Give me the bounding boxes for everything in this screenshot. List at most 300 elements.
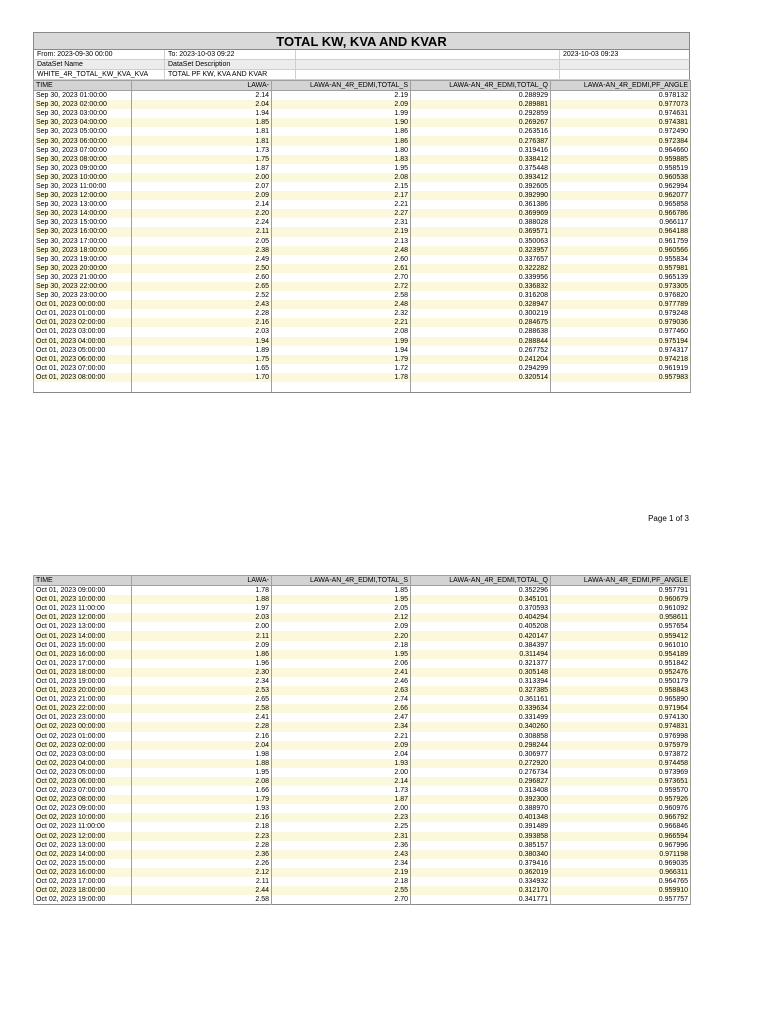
cell-pf-angle: 0.974831 [551,722,691,731]
cell-kw: 2.23 [132,832,272,841]
cell-pf-angle: 0.977073 [551,100,691,109]
cell-time: Oct 02, 2023 00:00:00 [34,722,132,731]
cell-time: Oct 01, 2023 06:00:00 [34,355,132,364]
page-number: Page 1 of 3 [648,514,689,523]
cell-total-q: 0.311494 [411,650,551,659]
cell-time: Oct 01, 2023 07:00:00 [34,364,132,373]
cell-total-s: 2.21 [272,318,411,327]
data-table-page-1 [33,80,691,393]
cell-total-s: 1.80 [272,146,411,155]
data-table-page-2 [33,575,691,905]
cell-time: Sep 30, 2023 23:00:00 [34,291,132,300]
cell-total-s: 2.20 [272,631,411,640]
cell-pf-angle: 0.971964 [551,704,691,713]
cell-kw: 2.20 [132,209,272,218]
cell-total-s: 1.86 [272,127,411,136]
date-range-row [33,50,690,60]
cell-kw: 2.41 [132,713,272,722]
cell-total-q: 0.308858 [411,732,551,741]
table-row [34,595,691,604]
cell-kw: 2.05 [132,237,272,246]
cell-pf-angle: 0.957791 [551,586,691,596]
cell-pf-angle: 0.978132 [551,91,691,101]
cell-pf-angle: 0.967996 [551,841,691,850]
cell-time: Oct 01, 2023 01:00:00 [34,309,132,318]
table-row [34,273,691,282]
cell-kw: 2.16 [132,813,272,822]
cell-time: Oct 01, 2023 04:00:00 [34,337,132,346]
cell-time: Sep 30, 2023 11:00:00 [34,182,132,191]
cell-total-q: 0.361161 [411,695,551,704]
cell-kw: 2.28 [132,722,272,731]
cell-time: Oct 02, 2023 18:00:00 [34,886,132,895]
cell-total-s: 2.36 [272,841,411,850]
cell-pf-angle: 0.972384 [551,136,691,145]
empty-cell [560,70,691,79]
table-row [34,732,691,741]
table-row [34,822,691,831]
column-header-kw: LAWA- [132,576,272,586]
cell-kw: 1.65 [132,364,272,373]
table-row [34,713,691,722]
table-row [34,91,691,101]
cell-total-q: 0.269267 [411,118,551,127]
cell-total-q: 0.362019 [411,868,551,877]
cell-time: Oct 01, 2023 05:00:00 [34,346,132,355]
cell-total-s: 2.31 [272,218,411,227]
dataset-name: WHITE_4R_TOTAL_KW_KVA_KVA [34,70,165,79]
cell-kw: 2.08 [132,777,272,786]
cell-pf-angle: 0.962994 [551,182,691,191]
cell-total-q: 0.391489 [411,822,551,831]
cell-time: Oct 02, 2023 01:00:00 [34,732,132,741]
cell-time: Sep 30, 2023 03:00:00 [34,109,132,118]
cell-pf-angle: 0.957654 [551,622,691,631]
cell-total-s: 2.08 [272,173,411,182]
cell-time: Oct 01, 2023 16:00:00 [34,650,132,659]
from-date: From: 2023-09-30 00:00 [34,50,165,59]
cell-pf-angle: 0.959910 [551,886,691,895]
cell-total-s: 2.34 [272,722,411,731]
cell-pf-angle: 0.979036 [551,318,691,327]
cell-time: Oct 02, 2023 02:00:00 [34,741,132,750]
cell-time: Oct 01, 2023 12:00:00 [34,613,132,622]
cell-pf-angle: 0.957981 [551,264,691,273]
cell-pf-angle: 0.974458 [551,759,691,768]
cell-time: Sep 30, 2023 15:00:00 [34,218,132,227]
cell-kw: 2.38 [132,246,272,255]
cell-pf-angle: 0.966311 [551,868,691,877]
cell-total-q: 0.352296 [411,586,551,596]
cell-pf-angle: 0.964660 [551,146,691,155]
cell-total-q: 0.319416 [411,146,551,155]
table-row [34,804,691,813]
cell-total-s: 1.72 [272,364,411,373]
table-row [34,227,691,236]
cell-total-s: 2.18 [272,877,411,886]
cell-total-q: 0.392605 [411,182,551,191]
cell-total-s: 2.48 [272,246,411,255]
cell-total-q: 0.300219 [411,309,551,318]
cell-total-s: 1.79 [272,355,411,364]
table-row [34,813,691,822]
cell-time: Sep 30, 2023 04:00:00 [34,118,132,127]
cell-kw: 1.70 [132,373,272,382]
cell-time: Oct 02, 2023 03:00:00 [34,750,132,759]
cell-time: Oct 01, 2023 09:00:00 [34,586,132,596]
cell-pf-angle: 0.960976 [551,804,691,813]
table-row [34,868,691,877]
table-row [34,659,691,668]
cell-total-q: 0.420147 [411,631,551,640]
cell-kw: 2.11 [132,631,272,640]
cell-time: Oct 01, 2023 15:00:00 [34,641,132,650]
cell-total-s: 1.95 [272,595,411,604]
cell-pf-angle: 0.962077 [551,191,691,200]
cell-pf-angle: 0.961092 [551,604,691,613]
table-row [34,109,691,118]
empty-cell [296,50,560,59]
table-row [34,750,691,759]
cell-total-s: 2.46 [272,677,411,686]
cell-time: Sep 30, 2023 12:00:00 [34,191,132,200]
to-date: To: 2023-10-03 09:22 [165,50,296,59]
cell-total-s: 2.18 [272,641,411,650]
column-header-total-s: LAWA-AN_4R_EDMI,TOTAL_S [272,81,411,91]
cell-time: Oct 02, 2023 19:00:00 [34,895,132,905]
cell-time: Oct 01, 2023 17:00:00 [34,659,132,668]
table-row [34,209,691,218]
cell-kw: 2.04 [132,741,272,750]
cell-time: Sep 30, 2023 02:00:00 [34,100,132,109]
table-row [34,282,691,291]
cell-total-q: 0.328947 [411,300,551,309]
cell-total-q: 0.267752 [411,346,551,355]
cell-pf-angle: 0.955834 [551,255,691,264]
cell-total-s: 2.19 [272,868,411,877]
cell-kw: 2.60 [132,273,272,282]
empty-cell [296,60,560,69]
cell-total-s: 2.32 [272,309,411,318]
table-row [34,364,691,373]
cell-kw: 2.49 [132,255,272,264]
column-header-pf-angle: LAWA-AN_4R_EDMI,PF_ANGLE [551,576,691,586]
cell-time: Oct 01, 2023 00:00:00 [34,300,132,309]
cell-time: Oct 02, 2023 08:00:00 [34,795,132,804]
cell-time: Sep 30, 2023 14:00:00 [34,209,132,218]
cell-kw: 1.79 [132,795,272,804]
cell-total-q: 0.337657 [411,255,551,264]
cell-pf-angle: 0.971198 [551,850,691,859]
cell-time: Sep 30, 2023 18:00:00 [34,246,132,255]
cell-pf-angle: 0.975979 [551,741,691,750]
cell-total-s: 1.94 [272,346,411,355]
cell-pf-angle: 0.952476 [551,668,691,677]
table-header-row [34,576,691,586]
table-row [34,182,691,191]
cell-pf-angle: 0.979248 [551,309,691,318]
cell-time: Oct 02, 2023 14:00:00 [34,850,132,859]
cell-pf-angle: 0.966594 [551,832,691,841]
cell-kw: 2.30 [132,668,272,677]
table-row [34,218,691,227]
table-row [34,346,691,355]
cell-time: Oct 01, 2023 18:00:00 [34,668,132,677]
cell-total-s: 2.74 [272,695,411,704]
cell-time: Oct 01, 2023 03:00:00 [34,327,132,336]
cell-total-q: 0.369969 [411,209,551,218]
cell-kw: 2.53 [132,686,272,695]
cell-total-q: 0.294299 [411,364,551,373]
cell-kw: 1.86 [132,650,272,659]
cell-pf-angle: 0.977789 [551,300,691,309]
cell-pf-angle: 0.959885 [551,155,691,164]
table-row [34,136,691,145]
cell-total-q: 0.339956 [411,273,551,282]
table-row [34,291,691,300]
cell-total-s: 1.90 [272,118,411,127]
cell-total-s: 2.19 [272,227,411,236]
cell-kw: 1.88 [132,595,272,604]
cell-total-q: 0.288638 [411,327,551,336]
cell-total-q: 0.370593 [411,604,551,613]
cell-pf-angle: 0.969035 [551,859,691,868]
cell-total-q: 0.322282 [411,264,551,273]
cell-total-s: 1.99 [272,337,411,346]
cell-time: Sep 30, 2023 21:00:00 [34,273,132,282]
cell-time: Oct 01, 2023 08:00:00 [34,373,132,382]
cell-total-s: 2.70 [272,895,411,905]
cell-total-q: 0.384397 [411,641,551,650]
cell-total-s: 2.05 [272,604,411,613]
cell-time: Sep 30, 2023 20:00:00 [34,264,132,273]
cell-total-q: 0.405208 [411,622,551,631]
cell-total-q: 0.338412 [411,155,551,164]
generated-date: 2023-10-03 09:23 [563,51,619,58]
table-row [34,337,691,346]
dataset-name-label: DataSet Name [34,60,165,69]
cell-total-s: 2.47 [272,713,411,722]
cell-kw: 1.73 [132,146,272,155]
cell-kw: 1.93 [132,804,272,813]
cell-total-s: 2.00 [272,768,411,777]
table-row [34,786,691,795]
cell-time: Oct 02, 2023 06:00:00 [34,777,132,786]
cell-time: Sep 30, 2023 22:00:00 [34,282,132,291]
cell-pf-angle: 0.974381 [551,118,691,127]
cell-pf-angle: 0.973305 [551,282,691,291]
cell-pf-angle: 0.974130 [551,713,691,722]
cell-kw: 1.78 [132,586,272,596]
cell-pf-angle: 0.977460 [551,327,691,336]
cell-pf-angle: 0.958519 [551,164,691,173]
cell-pf-angle: 0.959570 [551,786,691,795]
cell-total-s: 2.15 [272,182,411,191]
cell-time: Sep 30, 2023 07:00:00 [34,146,132,155]
cell-kw: 2.58 [132,704,272,713]
table-row [34,586,691,596]
cell-total-s: 2.13 [272,237,411,246]
cell-kw: 1.95 [132,768,272,777]
cell-kw: 2.03 [132,327,272,336]
dataset-header-row [33,60,690,70]
cell-total-q: 0.345101 [411,595,551,604]
cell-total-s: 1.95 [272,650,411,659]
cell-pf-angle: 0.976820 [551,291,691,300]
cell-total-q: 0.316208 [411,291,551,300]
cell-total-s: 2.60 [272,255,411,264]
cell-total-q: 0.298244 [411,741,551,750]
empty-cell [296,70,560,79]
table-end-spacer [34,382,691,393]
dataset-value-row [33,70,690,80]
empty-cell [551,382,691,393]
cell-total-s: 2.06 [272,659,411,668]
cell-total-s: 2.04 [272,750,411,759]
cell-kw: 2.24 [132,218,272,227]
column-header-time: TIME [34,81,132,91]
cell-total-q: 0.323957 [411,246,551,255]
table-row [34,309,691,318]
cell-total-s: 2.09 [272,622,411,631]
cell-time: Oct 02, 2023 10:00:00 [34,813,132,822]
table-row [34,355,691,364]
cell-total-q: 0.296827 [411,777,551,786]
cell-total-s: 2.00 [272,804,411,813]
cell-total-s: 1.86 [272,136,411,145]
cell-kw: 1.87 [132,164,272,173]
cell-total-s: 2.17 [272,191,411,200]
cell-time: Sep 30, 2023 10:00:00 [34,173,132,182]
cell-total-q: 0.320514 [411,373,551,382]
cell-total-s: 2.55 [272,886,411,895]
cell-pf-angle: 0.957757 [551,895,691,905]
dataset-description: TOTAL PF KW, KVA AND KVAR [165,70,296,79]
cell-kw: 2.50 [132,264,272,273]
table-header-row [34,81,691,91]
cell-total-q: 0.379416 [411,859,551,868]
cell-kw: 2.44 [132,886,272,895]
cell-kw: 2.36 [132,850,272,859]
cell-kw: 2.18 [132,822,272,831]
cell-time: Oct 02, 2023 16:00:00 [34,868,132,877]
column-header-total-q: LAWA-AN_4R_EDMI,TOTAL_Q [411,81,551,91]
report-title: TOTAL KW, KVA AND KVAR [33,32,690,50]
table-row [34,668,691,677]
cell-kw: 1.97 [132,604,272,613]
cell-pf-angle: 0.973651 [551,777,691,786]
table-row [34,300,691,309]
cell-total-q: 0.393858 [411,832,551,841]
cell-total-q: 0.272920 [411,759,551,768]
cell-pf-angle: 0.965858 [551,200,691,209]
cell-total-q: 0.341771 [411,895,551,905]
cell-total-s: 2.27 [272,209,411,218]
table-row [34,246,691,255]
cell-total-s: 2.19 [272,91,411,101]
cell-pf-angle: 0.954189 [551,650,691,659]
cell-total-q: 0.388028 [411,218,551,227]
cell-kw: 1.98 [132,750,272,759]
cell-time: Oct 01, 2023 13:00:00 [34,622,132,631]
cell-kw: 2.09 [132,641,272,650]
cell-kw: 1.94 [132,337,272,346]
table-row [34,741,691,750]
cell-kw: 2.04 [132,100,272,109]
cell-pf-angle: 0.958611 [551,613,691,622]
cell-total-s: 1.87 [272,795,411,804]
column-header-kw: LAWA- [132,81,272,91]
cell-total-q: 0.361386 [411,200,551,209]
empty-cell [272,382,411,393]
cell-total-s: 1.73 [272,786,411,795]
table-row [34,650,691,659]
cell-kw: 2.34 [132,677,272,686]
cell-time: Sep 30, 2023 17:00:00 [34,237,132,246]
table-row [34,164,691,173]
cell-pf-angle: 0.964188 [551,227,691,236]
cell-total-s: 1.78 [272,373,411,382]
cell-kw: 2.65 [132,695,272,704]
cell-time: Sep 30, 2023 16:00:00 [34,227,132,236]
empty-cell [411,382,551,393]
cell-time: Oct 01, 2023 10:00:00 [34,595,132,604]
cell-kw: 2.14 [132,200,272,209]
cell-kw: 2.14 [132,91,272,101]
cell-kw: 2.28 [132,309,272,318]
cell-total-s: 2.09 [272,741,411,750]
table-row [34,704,691,713]
cell-total-q: 0.392300 [411,795,551,804]
table-row [34,264,691,273]
table-row [34,200,691,209]
cell-pf-angle: 0.957983 [551,373,691,382]
cell-total-s: 2.08 [272,327,411,336]
table-row [34,759,691,768]
cell-pf-angle: 0.975194 [551,337,691,346]
cell-kw: 2.11 [132,227,272,236]
table-row [34,895,691,905]
cell-total-s: 1.95 [272,164,411,173]
table-row [34,686,691,695]
cell-kw: 1.89 [132,346,272,355]
cell-total-q: 0.393412 [411,173,551,182]
column-header-total-q: LAWA-AN_4R_EDMI,TOTAL_Q [411,576,551,586]
cell-total-q: 0.392990 [411,191,551,200]
cell-kw: 2.00 [132,622,272,631]
table-row [34,327,691,336]
cell-total-s: 2.09 [272,100,411,109]
cell-pf-angle: 0.974317 [551,346,691,355]
table-row [34,173,691,182]
table-row [34,886,691,895]
dataset-description-label: DataSet Description [165,60,296,69]
cell-total-q: 0.292859 [411,109,551,118]
cell-kw: 2.65 [132,282,272,291]
table-row [34,832,691,841]
cell-kw: 1.75 [132,355,272,364]
cell-kw: 1.81 [132,127,272,136]
table-row [34,859,691,868]
cell-pf-angle: 0.960566 [551,246,691,255]
cell-total-s: 2.66 [272,704,411,713]
cell-time: Sep 30, 2023 01:00:00 [34,91,132,101]
column-header-total-s: LAWA-AN_4R_EDMI,TOTAL_S [272,576,411,586]
cell-total-s: 1.85 [272,586,411,596]
cell-total-q: 0.263516 [411,127,551,136]
cell-time: Sep 30, 2023 13:00:00 [34,200,132,209]
cell-pf-angle: 0.974631 [551,109,691,118]
